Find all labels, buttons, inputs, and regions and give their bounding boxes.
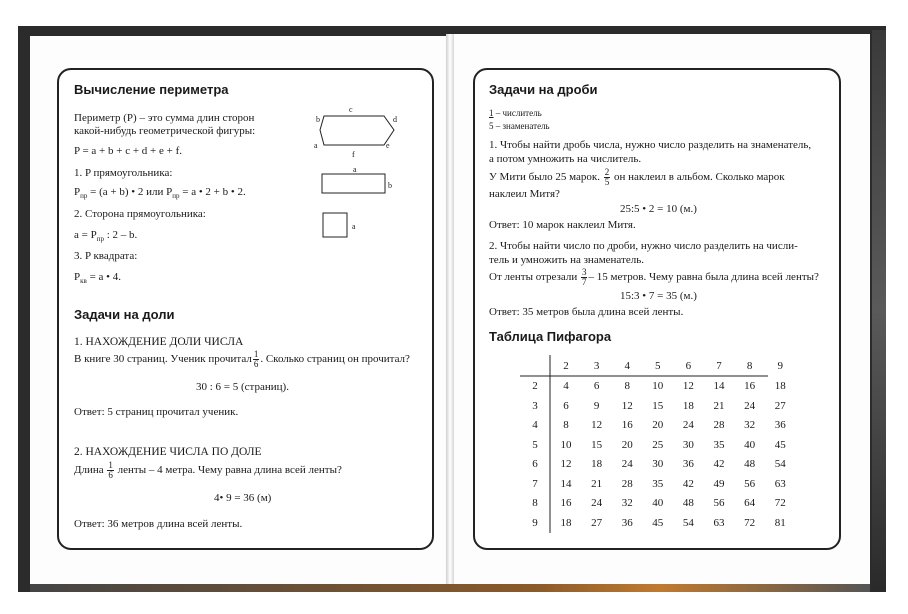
pythagoras-row-header: 7 (532, 477, 538, 490)
pythagoras-cell: 12 (682, 380, 694, 392)
pythagoras-cell: 20 (652, 419, 664, 431)
rectangle-figure (322, 174, 392, 196)
book-spine (446, 34, 454, 586)
pythagoras-row-header: 6 (532, 458, 538, 470)
pythagoras-cell: 27 (591, 516, 603, 529)
fraction-problem1-line2: наклеил Митя? (489, 188, 560, 200)
fraction-problem2-answer: Ответ: 35 метров была длина всей ленты. (489, 306, 684, 318)
fraction-problem1-answer: Ответ: 10 марок наклеил Митя. (489, 219, 636, 231)
share-task1-answer: Ответ: 5 страниц прочитал ученик. (74, 406, 239, 418)
hexagon-label-c: c (349, 105, 353, 114)
pythagoras-cell: 27 (774, 399, 786, 412)
pythagoras-cell: 24 (682, 419, 694, 431)
pythagoras-cell: 64 (744, 497, 756, 509)
share-task2-text: Длина $\frac{1}{6}$ ленты – 4 метра. Чему равна длина всей ленты? (74, 459, 342, 480)
pythagoras-cell: 40 (744, 438, 756, 451)
pythagoras-row-header: 2 (532, 380, 538, 392)
share-task2-answer: Ответ: 36 метров длина всей ленты. (74, 518, 243, 530)
pythagoras-cell: 18 (682, 399, 694, 412)
pythagoras-header-cell: 3 (593, 360, 600, 372)
square-label-a: a (352, 222, 356, 231)
share-task1-calculation: 30 : 6 = 5 (страниц). (196, 381, 289, 393)
pythagoras-cell: 8 (624, 380, 630, 392)
pythagoras-cell: 6 (593, 380, 600, 392)
pythagoras-row-header: 9 (532, 516, 538, 529)
pythagoras-cell: 63 (774, 477, 786, 490)
pythagoras-cell: 40 (652, 497, 664, 509)
pythagoras-row-header: 4 (532, 419, 538, 431)
fraction-problem1-calculation: 25:5 • 2 = 10 (м.) (620, 203, 697, 215)
pythagoras-cell: 21 (591, 477, 603, 490)
pythagoras-cell: 24 (744, 399, 756, 412)
pythagoras-cell: 81 (774, 516, 786, 529)
pythagoras-cell: 16 (744, 380, 756, 392)
pythagoras-cell: 56 (713, 497, 725, 509)
pythagoras-cell: 36 (621, 516, 633, 529)
share-task2-calculation: 4• 9 = 36 (м) (214, 492, 272, 504)
rectangle-label-b: b (388, 181, 392, 190)
pythagoras-header-cell: 5 (655, 360, 661, 372)
pythagoras-header-cell: 8 (746, 360, 753, 372)
rectangle-perimeter-formula: $P_{пр} = (a + b)$ • 2 или $P_{пр} = a$ • 2 + b • 2. (74, 186, 246, 201)
pythagoras-cell: 42 (713, 458, 725, 470)
pythagoras-cell: 16 (621, 419, 633, 431)
rectangle-label-a: a (353, 165, 357, 174)
pythagoras-cell: 15 (652, 399, 664, 412)
pythagoras-header-cell: 7 (716, 360, 722, 372)
hexagon-label-b: b (316, 115, 320, 124)
pythagoras-cell: 10 (560, 438, 572, 451)
pythagoras-cell: 6 (563, 399, 569, 412)
pythagoras-row-header: 8 (532, 497, 538, 509)
pythagoras-cell: 14 (560, 477, 572, 490)
numerator-legend: 1 – числитель (489, 108, 542, 118)
pythagoras-cell: 49 (713, 477, 725, 490)
share-task1-heading: 1. НАХОЖДЕНИЕ ДОЛИ ЧИСЛА (74, 336, 244, 348)
pythagoras-cell: 48 (682, 497, 694, 509)
pythagoras-cell: 45 (774, 438, 786, 451)
fractions-title: Задачи на дроби (489, 82, 598, 97)
pythagoras-cell: 25 (652, 438, 664, 451)
square-perimeter-formula: $P_{кв} = a$ • 4. (74, 271, 122, 286)
hexagon-label-f: f (352, 150, 355, 159)
share-task1-text: В книге 30 страниц. Ученик прочитал $\frac{1}{6}$ . Сколько страниц он прочитал? (74, 348, 410, 369)
pythagoras-cell: 12 (591, 419, 603, 431)
pythagoras-cell: 28 (621, 477, 633, 490)
pythagoras-cell: 56 (744, 477, 756, 490)
pythagoras-cell: 72 (744, 516, 756, 529)
pythagoras-cell: 16 (560, 497, 572, 509)
pythagoras-cell: 10 (652, 380, 664, 392)
perimeter-definition-line2: какой-нибудь геометрической фигуры: (74, 125, 256, 137)
perimeter-title: Вычисление периметра (74, 82, 229, 97)
pythagoras-cell: 24 (591, 497, 603, 509)
pythagoras-cell: 48 (744, 458, 756, 470)
pythagoras-cell: 24 (621, 458, 633, 470)
rectangle-side-heading: 2. Сторона прямоугольника: (74, 208, 206, 220)
rectangle-perimeter-heading: 1. P прямоугольника: (74, 167, 173, 179)
pythagoras-cell: 20 (621, 438, 633, 451)
pythagoras-cell: 32 (621, 497, 633, 509)
square-figure (323, 213, 353, 243)
pythagoras-cell: 8 (563, 419, 569, 431)
pythagoras-row-header: 5 (532, 438, 538, 451)
share-task2-heading: 2. НАХОЖДЕНИЕ ЧИСЛА ПО ДОЛЕ (74, 446, 262, 458)
pythagoras-header-cell: 2 (563, 360, 569, 372)
pythagoras-cell: 14 (713, 380, 725, 392)
square-perimeter-heading: 3. P квадрата: (74, 250, 138, 262)
fraction-rule1-line2: а потом умножить на числитель. (489, 153, 642, 165)
fraction-rule2-line1: 2. Чтобы найти число по дроби, нужно число разделить на числи- (489, 240, 798, 252)
book-cover-edge (872, 30, 886, 590)
pythagoras-cell: 15 (591, 438, 603, 451)
pythagoras-cell: 32 (744, 419, 756, 431)
pythagoras-cell: 4 (563, 380, 569, 392)
shares-title: Задачи на доли (74, 307, 175, 322)
pythagoras-row-header: 3 (532, 399, 538, 412)
rectangle-side-formula: $a = P_{пр}$ : 2 – b. (74, 229, 138, 244)
pythagoras-cell: 30 (682, 438, 694, 451)
fraction-rule1-line1: 1. Чтобы найти дробь числа, нужно число разделить на знаменатель, (489, 139, 812, 151)
hexagon-label-d: d (393, 115, 397, 124)
pythagoras-cell: 36 (682, 458, 694, 470)
book-bottom-edge (30, 584, 870, 592)
fraction-problem2-calculation: 15:3 • 7 = 35 (м.) (620, 290, 697, 302)
pythagoras-cell: 18 (560, 516, 572, 529)
pythagoras-cell: 30 (652, 458, 664, 470)
pythagoras-cell: 21 (713, 399, 725, 412)
pythagoras-cell: 35 (652, 477, 664, 490)
fraction-problem2-text: От ленты отрезали $\frac{3}{7}$ – 15 метров. Чему равна была длина всей ленты? (489, 266, 819, 287)
fraction-rule2-line2: тель и умножить на знаменатель. (489, 254, 644, 266)
pythagoras-cell: 42 (682, 477, 694, 490)
hexagon-label-a: a (314, 141, 318, 150)
pythagoras-cell: 63 (713, 516, 725, 529)
pythagoras-cell: 54 (682, 516, 694, 529)
pythagoras-cell: 36 (774, 419, 786, 431)
pythagoras-cell: 35 (713, 438, 725, 451)
pythagoras-cell: 9 (593, 399, 600, 412)
pythagoras-cell: 54 (774, 458, 786, 470)
fraction-problem1-line1: У Мити было 25 марок. $\frac{2}{5}$ он наклеил в альбом. Сколько марок (489, 166, 785, 187)
pythagoras-header-cell: 9 (777, 360, 783, 372)
pythagoras-cell: 45 (652, 516, 664, 529)
denominator-legend: 5 – знаменатель (489, 121, 550, 131)
hexagon-label-e: e (386, 141, 390, 150)
pythagoras-cell: 28 (713, 419, 725, 431)
pythagoras-cell: 18 (774, 380, 786, 392)
pythagoras-cell: 12 (621, 399, 633, 412)
perimeter-definition-line1: Периметр (P) – это сумма длин сторон (74, 112, 255, 124)
pythagoras-cell: 12 (560, 458, 572, 470)
pythagoras-header-cell: 4 (624, 360, 630, 372)
pythagoras-header-cell: 6 (685, 360, 692, 372)
perimeter-formula: P = a + b + c + d + e + f. (74, 145, 182, 157)
pythagoras-title: Таблица Пифагора (489, 329, 612, 344)
pythagoras-cell: 18 (591, 458, 603, 470)
pythagoras-cell: 72 (774, 497, 786, 509)
